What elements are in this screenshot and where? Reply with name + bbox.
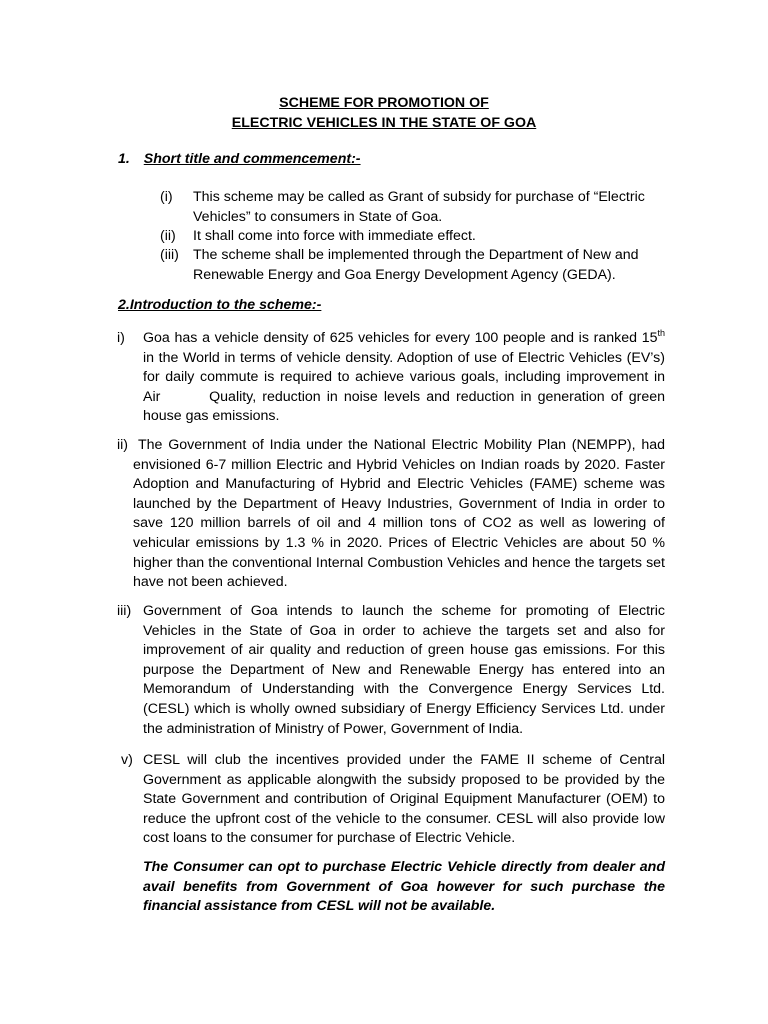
paragraph-line: Government of Goa intends to launch the scheme for promoting of Electric (143, 603, 665, 619)
section-1-heading (118, 150, 361, 170)
item-line: It shall come into force with immediate effect. (193, 228, 476, 244)
paragraph-number: i) (117, 330, 125, 346)
paragraph-line: Government as applicable alongwith the subsidy proposed to be provided by the (143, 771, 665, 788)
paragraph-number: iii) (117, 603, 132, 619)
paragraph-number: ii) (117, 437, 129, 453)
paragraph-line: cost loans to the consumer for purchase of Electric Vehicle. (143, 830, 516, 847)
item-line: Vehicles” to consumers in State of Goa. (193, 208, 443, 225)
paragraph-line: Memorandum of Understanding with the Convergence Energy Services Ltd. (143, 681, 665, 698)
paragraph-line (143, 329, 665, 349)
document-title-line-1: SCHEME FOR PROMOTION OF (279, 95, 489, 111)
section-1-number: 1. (118, 151, 130, 167)
paragraph-text (138, 436, 665, 456)
note-line: financial assistance from CESL will not be available. (143, 898, 496, 915)
note-line: avail benefits from Government of Goa however for such purchase the (143, 878, 665, 895)
section-1-heading-text: Short title and commencement:- (143, 151, 361, 167)
document-title-line-2: ELECTRIC VEHICLES IN THE STATE OF GOA (231, 115, 537, 131)
paragraph-text (143, 602, 665, 739)
paragraph-line: save 120 million barrels of oil and 4 million tons of CO2 as well as lowering of (133, 515, 665, 532)
paragraph-line: launched by the Department of Heavy Industries, Government of India in order to (133, 495, 665, 512)
paragraph-line: State Government and contribution of Original Equipment Manufacturer (OEM) to (143, 791, 665, 808)
item-number: (ii) (160, 228, 176, 244)
paragraph-text (143, 329, 665, 427)
paragraph-text-continued (133, 456, 665, 593)
paragraph-line-text: Goa has a vehicle density of 625 vehicles for every 100 people and is ranked 15 (143, 330, 658, 346)
paragraph-line: the administration of Ministry of Power, Government of India. (143, 720, 524, 737)
paragraph-line: CESL will club the incentives provided under the FAME II scheme of Central (143, 752, 665, 768)
paragraph-line: house gas emissions. (143, 408, 280, 425)
paragraph-line: The Government of India under the National Electric Mobility Plan (NEMPP), had (138, 437, 665, 453)
item-line: Renewable Energy and Goa Energy Development Agency (GEDA). (193, 266, 616, 283)
paragraph-line: Adoption and Manufacturing of Hybrid and Electric Vehicles (FAME) scheme was (133, 476, 665, 493)
paragraph-line: for daily commute is required to achieve various goals, including improvement in (143, 369, 665, 386)
paragraph-line: Air Quality, reduction in noise levels and reduction in generation of green (143, 388, 665, 405)
paragraph-line: higher than the conventional Internal Combustion Vehicles and hence the targets set (133, 554, 665, 571)
item-line: This scheme may be called as Grant of subsidy for purchase of “Electric (193, 189, 645, 205)
item-text (193, 246, 653, 285)
paragraph-line: Vehicles in the State of Goa in order to achieve the targets set and also for (143, 622, 665, 639)
paragraph-line: envisioned 6-7 million Electric and Hybrid Vehicles on Indian roads by 2020. Faster (133, 456, 665, 473)
paragraph-text (143, 751, 665, 849)
paragraph-number: v) (121, 752, 133, 768)
item-number: (iii) (160, 247, 179, 263)
paragraph-line: reduce the upfront cost of the vehicle to the consumer. CESL will also provide low (143, 810, 665, 827)
note-line: The Consumer can opt to purchase Electric Vehicle directly from dealer and (143, 859, 665, 875)
paragraph-line: improvement of air quality and reduction of green house gas emissions. For this (143, 642, 665, 659)
item-number: (i) (160, 189, 173, 205)
paragraph-line: vehicular emissions by 1.3 % in 2020. Prices of Electric Vehicles are about 50 % (133, 534, 665, 551)
item-text (193, 227, 653, 247)
superscript: th (657, 328, 665, 338)
item-text (193, 188, 653, 227)
consumer-note (143, 858, 665, 917)
paragraph-line: purpose the Department of New and Renewable Energy has entered into an (143, 661, 665, 678)
paragraph-line: have not been achieved. (133, 574, 288, 591)
paragraph-line: (CESL) which is wholly owned subsidiary of Energy Efficiency Services Ltd. under (143, 700, 665, 717)
section-2-heading: 2.Introduction to the scheme:- (118, 297, 322, 313)
item-line: The scheme shall be implemented through the Department of New and (193, 247, 639, 263)
paragraph-line: in the World in terms of vehicle density. Adoption of use of Electric Vehicles (EV’s) (143, 349, 665, 366)
